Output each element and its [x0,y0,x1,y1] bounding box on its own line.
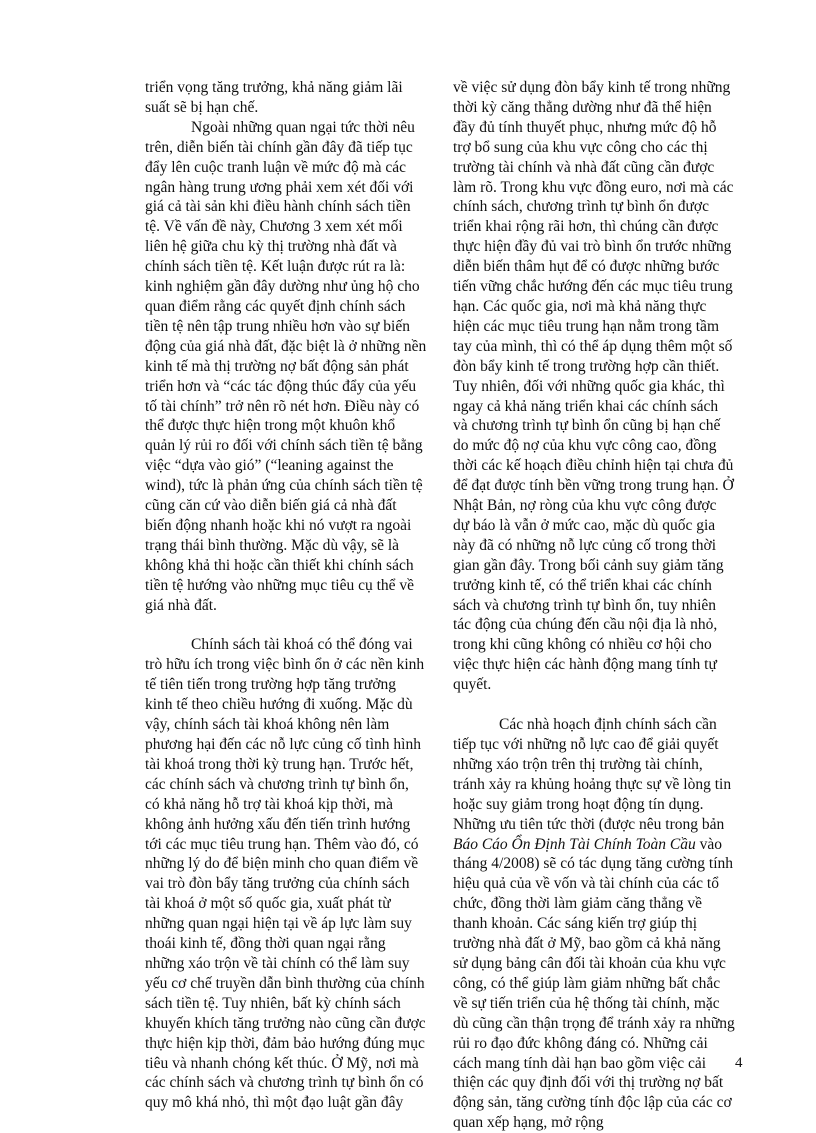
paragraph-continuation: triển vọng tăng trưởng, khả năng giảm lãi suất sẽ bị hạn chế. [145,79,403,116]
report-title-italic: Báo Cáo Ổn Định Tài Chính Toàn Cầu [453,835,696,853]
paragraph-text-part-1: Các nhà hoạch định chính sách cần tiếp tục với những nỗ lực cao để giải quyết những xáo trộn trên thị trường tài chính, tránh xảy ra khủng hoảng thực sự về lòng tin hoặc suy giảm trong hoạt động tín dụng. Những ưu tiên tức thời (được nêu trong bản [453,716,732,833]
paragraph-text-part-2: vào tháng 4/2008) sẽ có tác dụng tăng cường tính hiệu quả của về vốn và tài chính của các tổ chức, đồng thời làm giảm căng thẳng về thanh khoản. Các sáng kiến trợ giúp thị trường nhà đất ở Mỹ, bao gồm cả khả năng sử dụng bảng cân đối tài khoản của khu vực công, có thể giúp làm giảm những bất chắc về sự tiến triển của hệ thống tài chính, mặc dù cũng cần thận trọng để tránh xảy ra những rủi ro đạo đức không đáng có. Những cải cách mang tính dài hạn bao gồm việc cải thiện các quy định đối với thị trường nợ bất động sản, tăng cường tính độc lập của các cơ quan xếp hạng, mở rộng [453,835,735,1132]
paragraph-policy-makers [453,715,735,1133]
right-column [453,78,735,1133]
page-number: 4 [735,1055,743,1071]
paragraph-fiscal-policy: Chính sách tài khoá có thể đóng vai trò hữu ích trong việc bình ổn ở các nền kinh tế tiên tiến trong trường hợp tăng trưởng kinh tế theo chiều hướng đi xuống. Mặc dù vậy, chính sách tài khoá không nên làm phương hại đến các nỗ lực củng cố tình hình tài khoá trong thời kỳ trung hạn. Trước hết, các chính sách và chương trình tự bình ổn, có khả năng hỗ trợ tài khoá kịp thời, mà không ảnh hưởng xấu đến tiến trình hướng tới các mục tiêu trung hạn. Thêm vào đó, có những lý do để biện minh cho quan điểm về vai trò đòn bẩy tăng trưởng của chính sách tài khoá ở một số quốc gia, xuất phát từ những quan ngại hiện tại về áp lực làm suy thoái kinh tế, đồng thời quan ngại rằng những xáo trộn về tài chính có thể làm suy yếu cơ chế truyền dẫn bình thường của chính sách tiền tệ. Tuy nhiên, bất kỳ chính sách khuyến khích tăng trưởng nào cũng cần được thực hiện kịp thời, đảm bảo hướng đúng mục tiêu và nhanh chóng kết thúc. Ở Mỹ, nơi mà các chính sách và chương trình tự bình ổn có quy mô khá nhỏ, thì một đạo luật gần đây [145,636,426,1112]
left-column [145,78,427,1113]
paragraph-fiscal-continuation: về việc sử dụng đòn bẩy kinh tế trong những thời kỳ căng thẳng dường như đã thể hiện đầy đủ tính thuyết phục, nhưng mức độ hỗ trợ bổ sung của khu vực công cho các thị trường tài chính và nhà đất cũng cần được làm rõ. Trong khu vực đồng euro, nơi mà các chính sách, chương trình tự bình ổn được triển khai rộng rãi hơn, thì chúng cần được thực hiện đầy đủ vai trò bình ổn trước những diễn biến thâm hụt để có được những bước tiến vững chắc hướng đến các mục tiêu trung hạn. Các quốc gia, nơi mà khả năng thực hiện các mục tiêu trung hạn nằm trong tầm tay của mình, thì có thể áp dụng thêm một số đòn bẩy kinh tế trong trường hợp cần thiết. Tuy nhiên, đối với những quốc gia khác, thì ngay cả khả năng triển khai các chính sách và chương trình tự bình ổn cũng bị hạn chế do mức độ nợ của khu vực công cao, đồng thời các kế hoạch điều chỉnh hiện tại chưa đủ để đạt được tính bền vững trong trung hạn. Ở Nhật Bản, nợ ròng của khu vực công được dự báo là vẫn ở mức cao, mặc dù quốc gia này đã có những nỗ lực củng cố trong thời gian gần đây. Trong bối cảnh suy giảm tăng trưởng kinh tế, có thể triển khai các chính sách và chương trình tự bình ổn, tuy nhiên tác động của chúng đến cầu nội địa là nhỏ, trong khi cũng không có nhiều cơ hội cho việc thực hiện các hành động mang tính tự quyết. [453,79,734,694]
paragraph-monetary-policy: Ngoài những quan ngại tức thời nêu trên, diễn biến tài chính gần đây đã tiếp tục đẩy lên cuộc tranh luận về mức độ mà các ngân hàng trung ương phải xem xét đối với giá cả tài sản khi điều hành chính sách tiền tệ. Về vấn đề này, Chương 3 xem xét mối liên hệ giữa chu kỳ thị trường nhà đất và chính sách tiền tệ. Kết luận được rút ra là: kinh nghiệm gần đây dường như ủng hộ cho quan điểm rằng các quyết định chính sách tiền tệ nên tập trung nhiều hơn vào sự biến động của giá nhà đất, đặc biệt là ở những nền kinh tế mà thị trường nợ bất động sản phát triển hơn và “các tác động thúc đẩy của yếu tố tài chính” trở nên rõ nét hơn. Điều này có thể được thực hiện trong một khuôn khổ quản lý rủi ro đối với chính sách tiền tệ bằng việc “dựa vào gió” (“leaning against the wind), tức là phản ứng của chính sách tiền tệ cũng căn cứ vào diễn biến giá cả nhà đất biến động nhanh hoặc khi nó vượt ra ngoài trạng thái bình thường. Mặc dù vậy, sẽ là không khả thi hoặc cần thiết khi chính sách tiền tệ hướng vào những mục tiêu cụ thể về giá nhà đất. [145,118,427,614]
